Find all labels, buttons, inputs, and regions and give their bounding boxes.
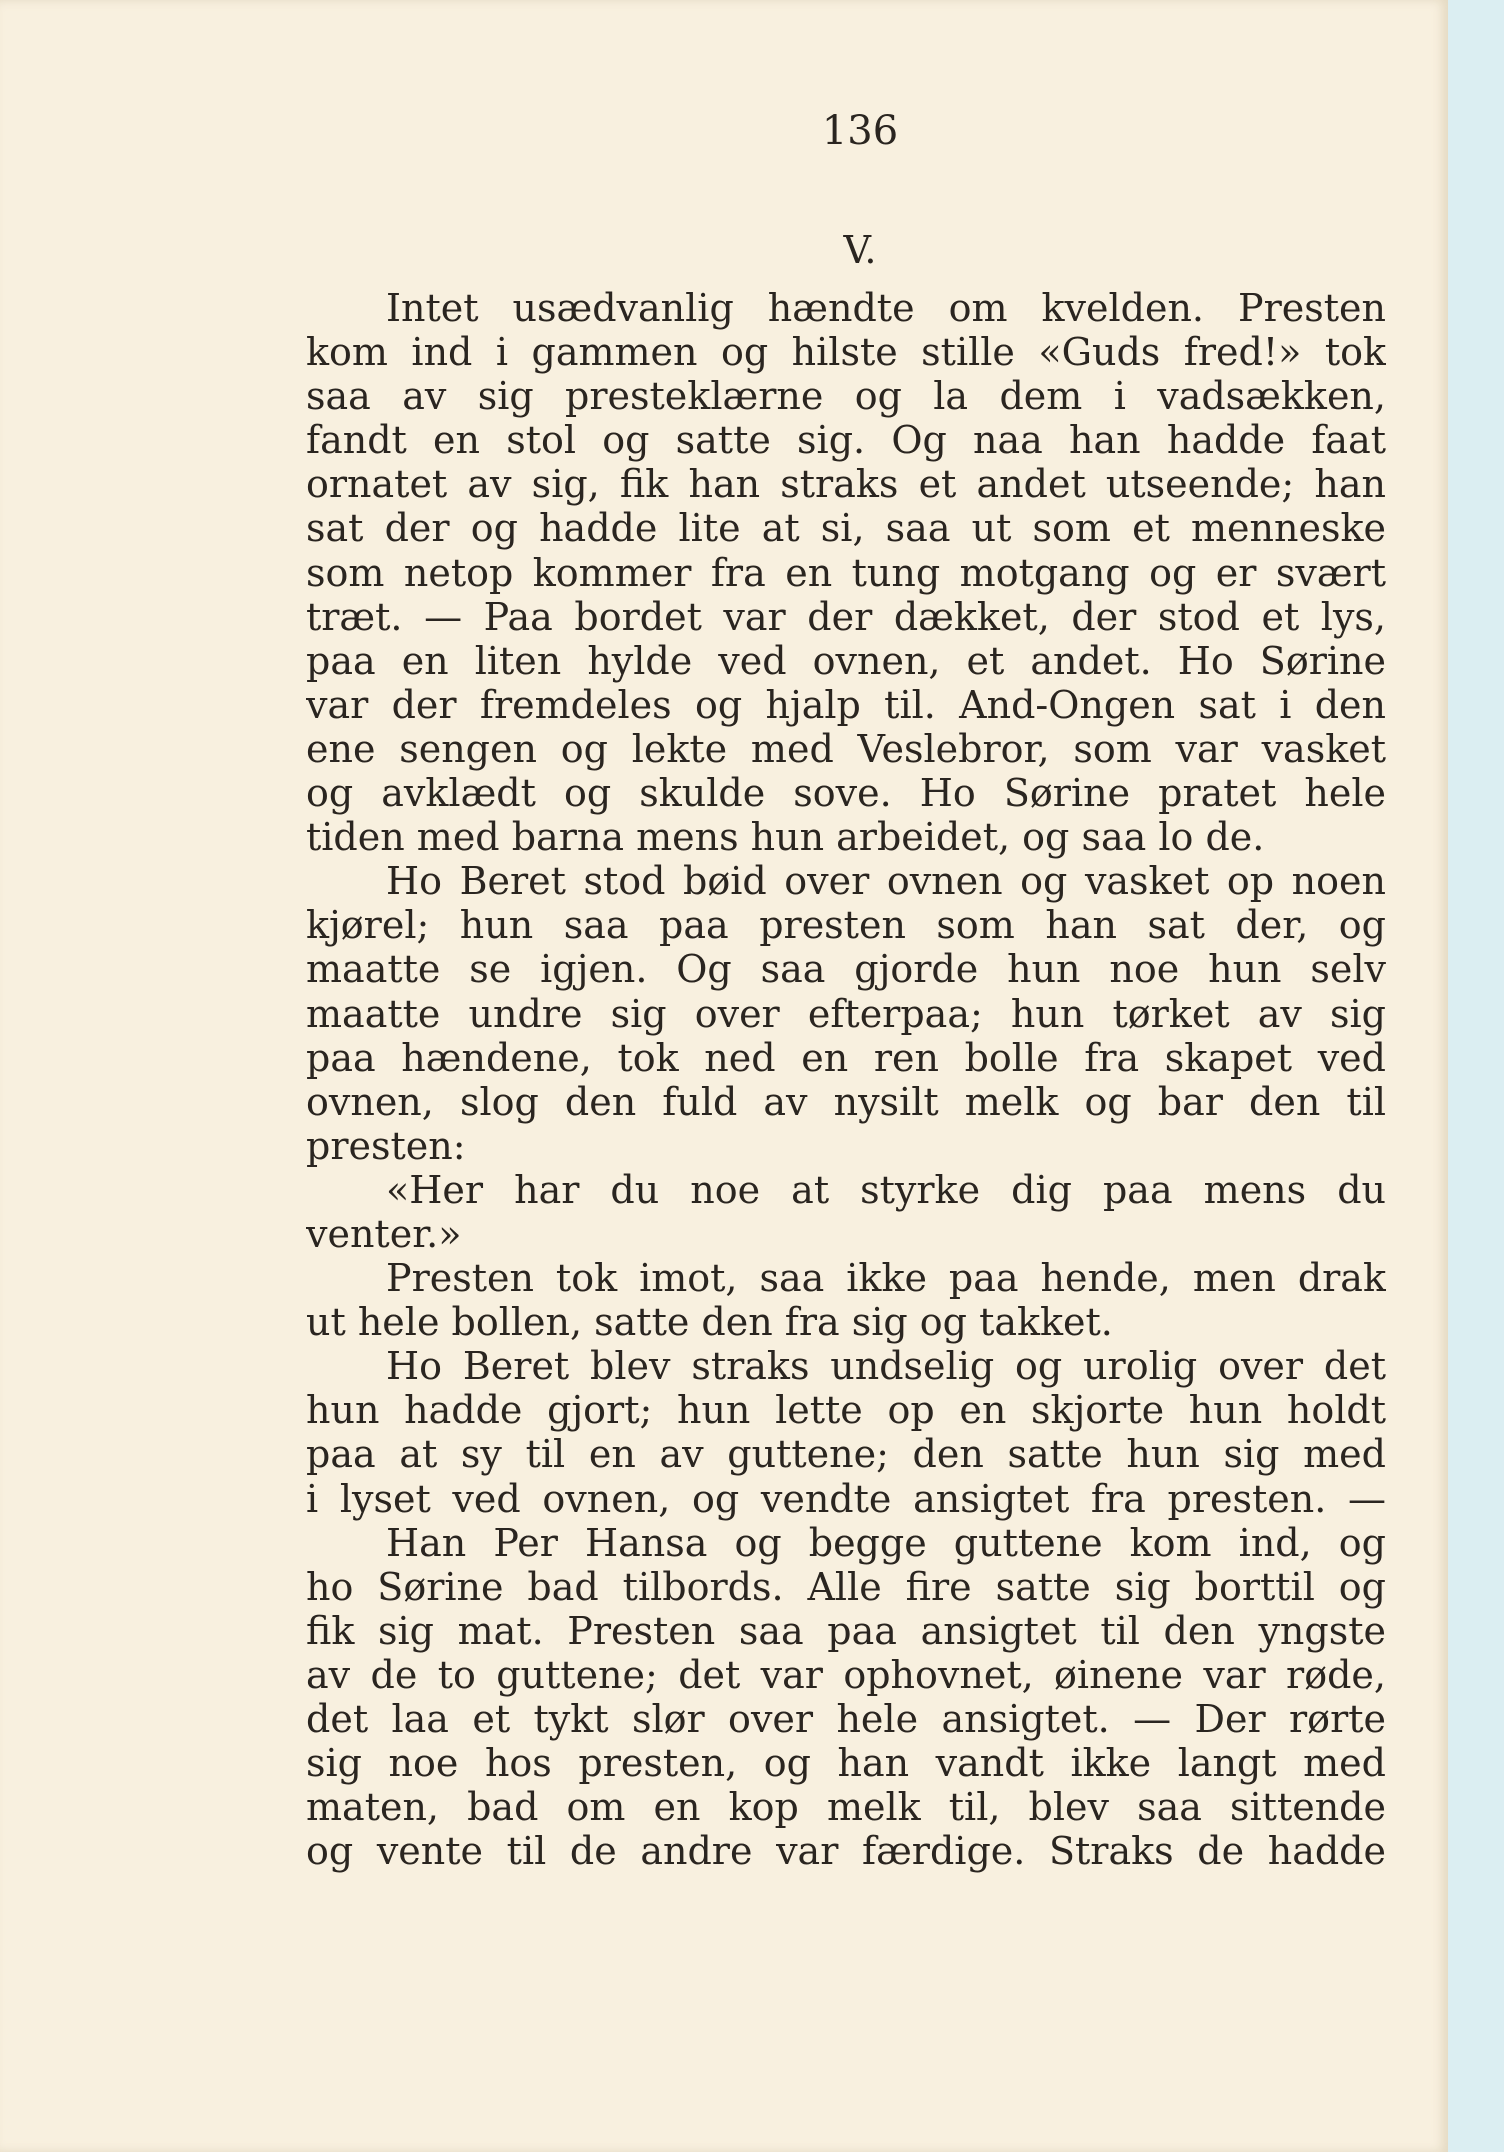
text-line: maatte undre sig over efterpaa; hun tørket av sig	[306, 991, 1386, 1036]
text-line: Ho Beret stod bøid over ovnen og vasket op noen	[386, 859, 1386, 904]
chapter-heading: V.	[843, 228, 877, 272]
text-line: maten, bad om en kop melk til, blev saa sittende	[306, 1785, 1386, 1830]
text-line: ut hele bollen, satte den fra sig og takket.	[306, 1300, 1113, 1345]
text-line: ho Sørine bad tilbords. Alle fire satte sig borttil og	[306, 1564, 1386, 1609]
text-line: «Her har du noe at styrke dig paa mens du	[386, 1167, 1386, 1212]
text-line: var der fremdeles og hjalp til. And-Ongen sat i den	[306, 682, 1386, 727]
text-line: kjørel; hun saa paa presten som han sat der, og	[306, 903, 1386, 948]
background-edge	[1448, 0, 1504, 2152]
text-line: hun hadde gjort; hun lette op en skjorte hun holdt	[306, 1388, 1386, 1433]
text-line: fik sig mat. Presten saa paa ansigtet til den yngste	[306, 1608, 1386, 1653]
text-line: paa en liten hylde ved ovnen, et andet. Ho Sørine	[306, 638, 1386, 683]
page-number: 136	[821, 108, 899, 154]
text-line: Intet usædvanlig hændte om kvelden. Presten	[386, 286, 1386, 330]
text-line: Ho Beret blev straks undselig og urolig over det	[386, 1344, 1386, 1389]
text-line: som netop kommer fra en tung motgang og er svært	[306, 550, 1386, 595]
text-line: og avklædt og skulde sove. Ho Sørine pratet hele	[306, 771, 1386, 816]
text-line: i lyset ved ovnen, og vendte ansigtet fra presten. —	[306, 1476, 1386, 1521]
text-line: tiden med barna mens hun arbeidet, og saa lo de.	[306, 815, 1265, 860]
text-line: og vente til de andre var færdige. Straks de hadde	[306, 1829, 1386, 1874]
text-line: det laa et tykt slør over hele ansigtet. — Der rørte	[306, 1697, 1386, 1741]
text-line: paa hændene, tok ned en ren bolle fra skapet ved	[306, 1035, 1386, 1080]
text-line: sat der og hadde lite at si, saa ut som et menneske	[306, 506, 1386, 551]
text-line: ornatet av sig, fik han straks et andet utseende; han	[306, 462, 1386, 507]
text-line: saa av sig presteklærne og la dem i vadsækken,	[306, 374, 1386, 419]
text-line: presten:	[306, 1123, 466, 1168]
text-line: kom ind i gammen og hilste stille «Guds fred!» tok	[306, 330, 1386, 375]
text-line: fandt en stol og satte sig. Og naa han hadde faat	[306, 418, 1386, 463]
text-line: ovnen, slog den fuld av nysilt melk og bar den til	[306, 1079, 1386, 1124]
text-line: Han Per Hansa og begge guttene kom ind, og	[386, 1520, 1386, 1565]
text-line: maatte se igjen. Og saa gjorde hun noe hun selv	[306, 947, 1386, 992]
body-text	[306, 286, 1386, 1873]
text-line: venter.»	[306, 1211, 462, 1256]
text-line: paa at sy til en av guttene; den satte hun sig med	[306, 1432, 1386, 1477]
text-line: sig noe hos presten, og han vandt ikke langt med	[306, 1741, 1386, 1786]
text-line: Presten tok imot, saa ikke paa hende, men drak	[386, 1256, 1386, 1301]
text-line: træt. — Paa bordet var der dækket, der stod et lys,	[306, 594, 1386, 639]
text-line: ene sengen og lekte med Veslebror, som var vasket	[306, 726, 1386, 771]
text-line: av de to guttene; det var ophovnet, øinene var røde,	[306, 1652, 1386, 1697]
